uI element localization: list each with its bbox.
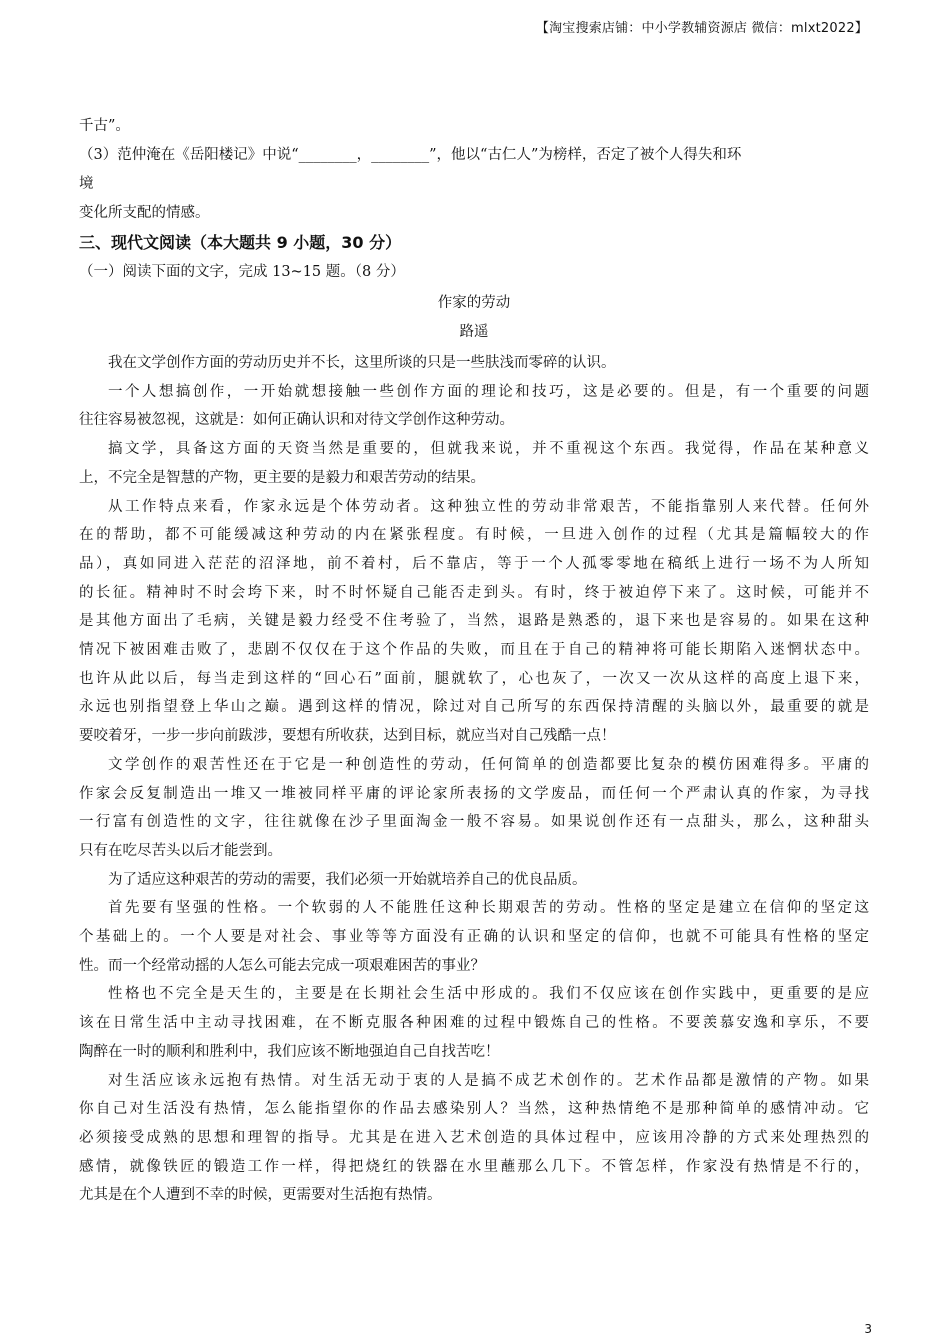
paragraph-line: 也许从此以后，每当走到这样的“回心石”面前，腿就软了，心也灰了，一次又一次从这样的高度上退下来， (79, 670, 869, 687)
paragraph-line: 作家会反复制造出一堆又一堆被同样平庸的评论家所表扬的文学废品，而任何一个严肃认真的作家，为寻找 (79, 785, 869, 802)
text-line: 境 (79, 176, 94, 192)
paragraph-line: 该在日常生活中主动寻找困难，在不断克服各种困难的过程中锻炼自己的性格。不要羡慕安逸和享乐，不要 (79, 1015, 869, 1032)
paragraph-line: 尤其是在个人遭到不幸的时候，更需要对生活抱有热情。 (79, 1187, 442, 1204)
paragraph-line: 个基础上的。一个人要是对社会、事业等等方面没有正确的认识和坚定的信仰，也就不可能具有性格的坚定 (79, 929, 869, 946)
paragraph-line: 性格也不完全是天生的，主要是在长期社会生活中形成的。我们不仅应该在创作实践中，更重要的是应 (108, 986, 869, 1003)
page-number: 3 (864, 1322, 872, 1336)
paragraph-line: 上，不完全是智慧的产物，更主要的是毅力和艰苦劳动的结果。 (79, 469, 485, 486)
paragraph-line: 情况下被困难击败了，悲剧不仅仅在于这个作品的失败，而且在于自己的精神将可能长期陷入迷惘状态中。 (79, 642, 869, 659)
paragraph-line: 在的帮助，都不可能缓减这种劳动的内在紧张程度。有时候，一旦进入创作的过程（尤其是篇幅较大的作 (79, 527, 869, 544)
article-paragraph (79, 435, 869, 492)
text-line: 变化所支配的情感。 (79, 205, 210, 221)
paragraph-line: 你自己对生活没有热情，怎么能指望你的作品去感染别人？当然，这种热情绝不是那种简单的感情冲动。它 (79, 1101, 869, 1118)
paragraph-line: 搞文学，具备这方面的天资当然是重要的，但就我来说，并不重视这个东西。我觉得，作品在某种意义 (108, 441, 869, 458)
paragraph-line: 要咬着牙，一步一步向前跋涉，要想有所收获，达到目标，就应当对自己残酷一点！ (79, 728, 616, 745)
paragraph-line: 陶醉在一时的顺利和胜利中，我们应该不断地强迫自己自找苦吃！ (79, 1043, 500, 1060)
paragraph-line: 只有在吃尽苦头以后才能尝到。 (79, 842, 282, 859)
paragraph-line: 一行富有创造性的文字，往往就像在沙子里面淘金一般不容易。如果说创作还有一点甜头，那么，这种甜头 (79, 814, 869, 831)
document-body (79, 112, 869, 1210)
article-title: 作家的劳动 (437, 295, 511, 311)
article-paragraph (79, 349, 869, 378)
paragraph-line: 的长征。精神时不时会垮下来，时不时怀疑自己能否走到头。有时，终于被迫停下来了。这时候，可能并不 (79, 584, 869, 601)
paragraph-line: 一个人想搞创作，一开始就想接触一些创作方面的理论和技巧，这是必要的。但是，有一个重要的问题 (108, 383, 869, 400)
paragraph-line: 品），真如同进入茫茫的沼泽地，前不着村，后不靠店，等于一个人孤零零地在稿纸上进行一场不为人所知 (79, 555, 869, 572)
article-paragraph (79, 1067, 869, 1211)
paragraph-line: 性。而一个经常动摇的人怎么可能去完成一项艰难困苦的事业？ (79, 957, 485, 974)
paragraph-line: 从工作特点来看，作家永远是个体劳动者。这种独立性的劳动非常艰苦，不能指靠别人来代替。任何外 (108, 498, 869, 515)
paragraph-line: 首先要有坚强的性格。一个软弱的人不能胜任这种长期艰苦的劳动。性格的坚定是建立在信仰的坚定这 (108, 900, 869, 917)
article-paragraph (79, 980, 869, 1066)
article-paragraph (79, 751, 869, 866)
article-paragraph (79, 866, 869, 895)
paragraph-line: 对生活应该永远抱有热情。对生活无动于衷的人是搞不成艺术创作的。艺术作品都是激情的产物。如果 (108, 1072, 869, 1089)
article-paragraph (79, 493, 869, 751)
paragraph-line: 必须接受成熟的思想和理智的指导。尤其是在进入艺术创造的具体过程中，应该用冷静的方式来处理热烈的 (79, 1129, 869, 1146)
paragraph-line: 往往容易被忽视，这就是：如何正确认识和对待文学创作这种劳动。 (79, 412, 514, 429)
question-instruction: （一）阅读下面的文字，完成 13~15 题。（8 分） (79, 264, 405, 280)
paragraph-line: 是其他方面出了毛病，关键是毅力经受不住考验了，当然，退路是熟悉的，退下来也是容易的。如果在这种 (79, 613, 869, 630)
article-paragraphs (79, 349, 869, 1210)
page-header: 【淘宝搜索店铺：中小学教辅资源店 微信：mlxt2022】 (535, 21, 868, 36)
text-line: 千古”。 (79, 118, 130, 134)
article-author: 路遥 (459, 324, 489, 340)
paragraph-line: 永远也别指望登上华山之巅。遇到这样的情况，除过对自己所写的东西保持清醒的头脑以外，最重要的就是 (79, 699, 869, 716)
section-title: 三、现代文阅读（本大题共 9 小题，30 分） (79, 233, 402, 252)
paragraph-line: 为了适应这种艰苦的劳动的需要，我们必须一开始就培养自己的优良品质。 (108, 871, 587, 888)
paragraph-line: 我在文学创作方面的劳动历史并不长，这里所谈的只是一些肤浅而零碎的认识。 (108, 355, 616, 371)
paragraph-line: 文学创作的艰苦性还在于它是一种创造性的劳动，任何简单的创造都要比复杂的模仿困难得多。平庸的 (108, 756, 869, 773)
article-paragraph (79, 378, 869, 435)
paragraph-line: 感情，就像铁匠的锻造工作一样，得把烧红的铁器在水里蘸那么几下。不管怎样，作家没有热情是不行的， (79, 1158, 869, 1175)
text-line: （3）范仲淹在《岳阳楼记》中说“________，________”，他以“古仁人”为榜样，否定了被个人得失和环 (79, 147, 742, 163)
article-paragraph (79, 894, 869, 980)
